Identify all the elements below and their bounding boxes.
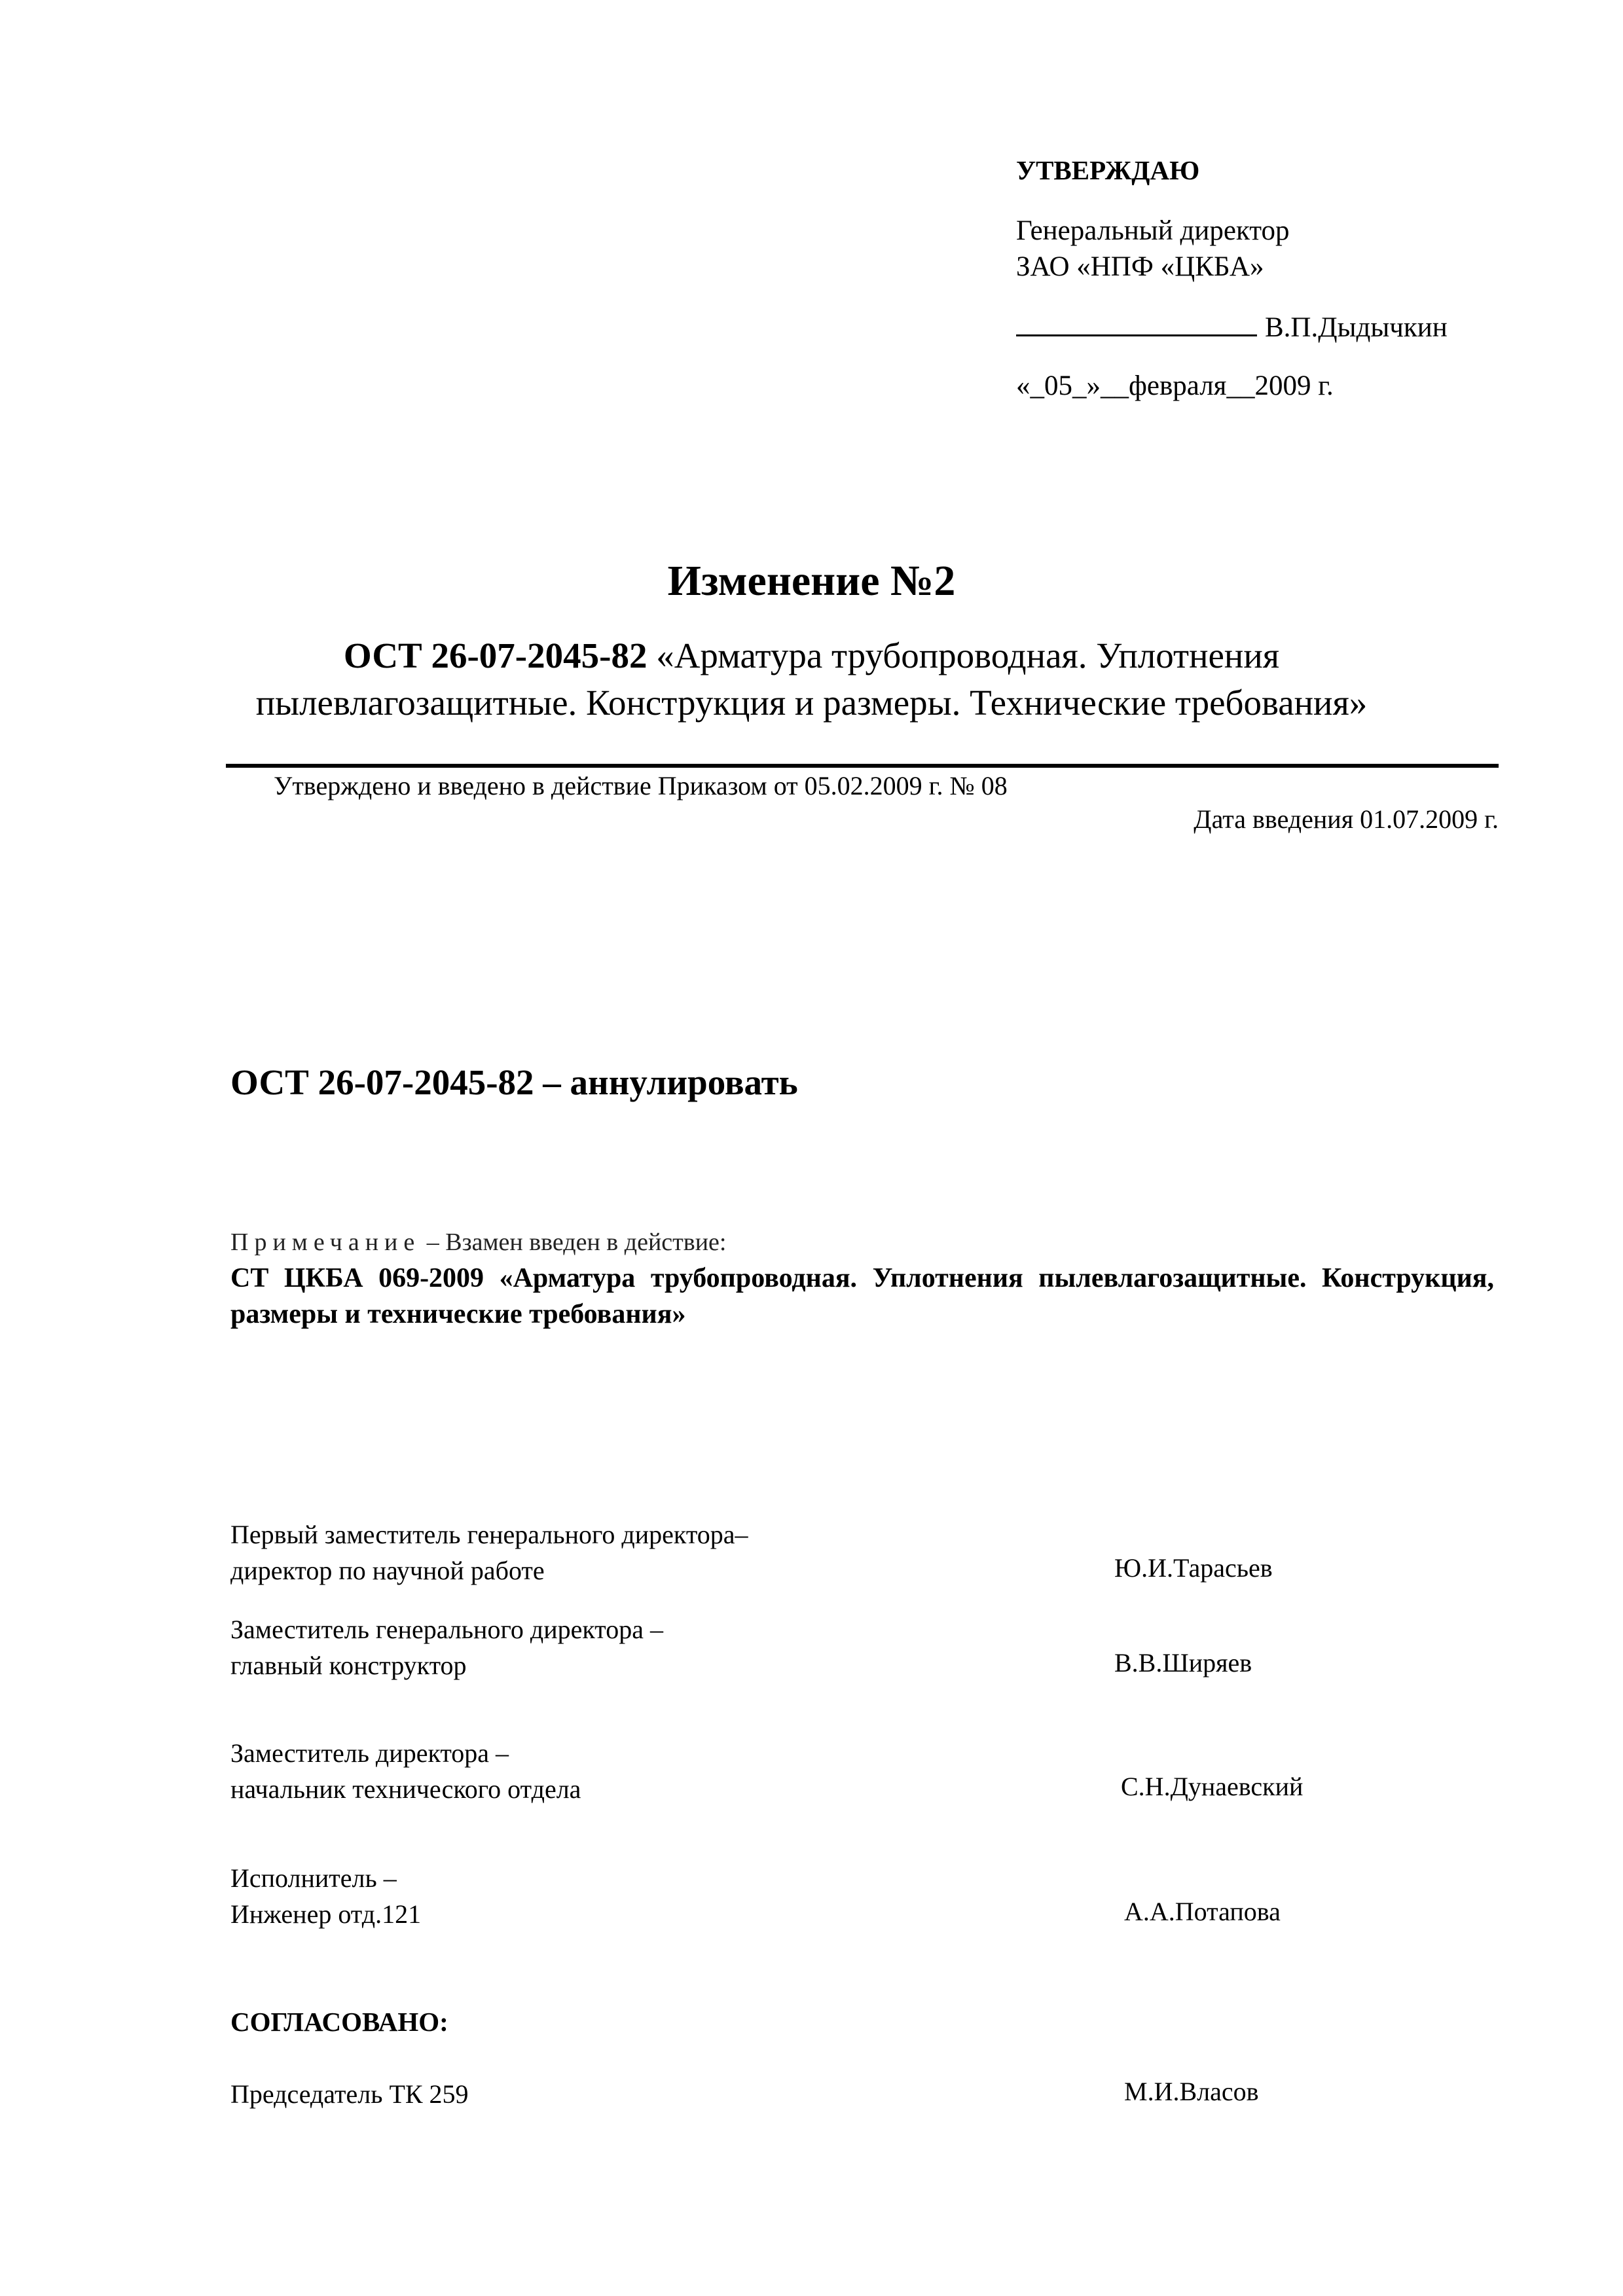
approval-heading: УТВЕРЖДАЮ [1016, 155, 1200, 185]
note-label-row [230, 1228, 726, 1257]
standard-name-line2: пылевлагозащитные. Конструкция и размеры. Технические требования» [255, 683, 1368, 723]
standard-name-line1: «Арматура трубопроводная. Уплотнения [647, 636, 1280, 675]
signature-line [1016, 311, 1257, 336]
signature-position [230, 1735, 581, 1807]
signature-name: С.Н.Дунаевский [1121, 1772, 1304, 1801]
note-label-suffix: – Взамен введен в действие: [420, 1229, 727, 1256]
header-divider [226, 764, 1499, 768]
signature-position [230, 1611, 663, 1683]
note-label: Примечание [230, 1229, 421, 1256]
approval-signatory: В.П.Дыдычкин [1265, 312, 1448, 343]
signature-name: В.В.Ширяев [1114, 1648, 1252, 1677]
agreed-heading: СОГЛАСОВАНО: [230, 2007, 448, 2037]
agreed-name: М.И.Власов [1124, 2077, 1259, 2106]
signature-position-line2: начальник технического отдела [230, 1774, 581, 1804]
document-title: Изменение №2 [667, 557, 956, 605]
signature-position-line2: главный конструктор [230, 1651, 467, 1680]
approval-position-line2: ЗАО «НПФ «ЦКБА» [1016, 251, 1264, 282]
document-subtitle [0, 632, 1623, 726]
note-body: СТ ЦКБА 069-2009 «Арматура трубопроводная. Уплотнения пылевлагозащитные. Конструкция, размеры и технические требования» [230, 1263, 1494, 1329]
standard-code: ОСТ 26-07-2045-82 [343, 636, 647, 675]
signature-position-line1: Первый заместитель генерального директора– [230, 1520, 748, 1549]
signature-position-line2: Инженер отд.121 [230, 1899, 422, 1929]
approval-date: «_05_»__февраля__2009 г. [1016, 370, 1334, 401]
signature-position [230, 1516, 748, 1588]
signature-name: Ю.И.Тарасьев [1114, 1553, 1273, 1583]
annulment-statement: ОСТ 26-07-2045-82 – аннулировать [230, 1062, 798, 1102]
approval-position-line1: Генеральный директор [1016, 215, 1290, 246]
signature-position-line1: Заместитель директора – [230, 1738, 509, 1768]
signature-name: А.А.Потапова [1124, 1897, 1281, 1926]
signature-position-line2: директор по научной работе [230, 1556, 545, 1585]
signature-position [230, 1860, 421, 1932]
signature-position-line1: Исполнитель – [230, 1863, 397, 1893]
approved-by-order: Утверждено и введено в действие Приказом от 05.02.2009 г. № 08 [274, 771, 1008, 800]
agreed-position: Председатель ТК 259 [230, 2079, 469, 2109]
signature-position-line1: Заместитель генерального директора – [230, 1615, 663, 1644]
introduction-date: Дата введения 01.07.2009 г. [1194, 804, 1499, 834]
approval-signature-row [1016, 311, 1448, 344]
